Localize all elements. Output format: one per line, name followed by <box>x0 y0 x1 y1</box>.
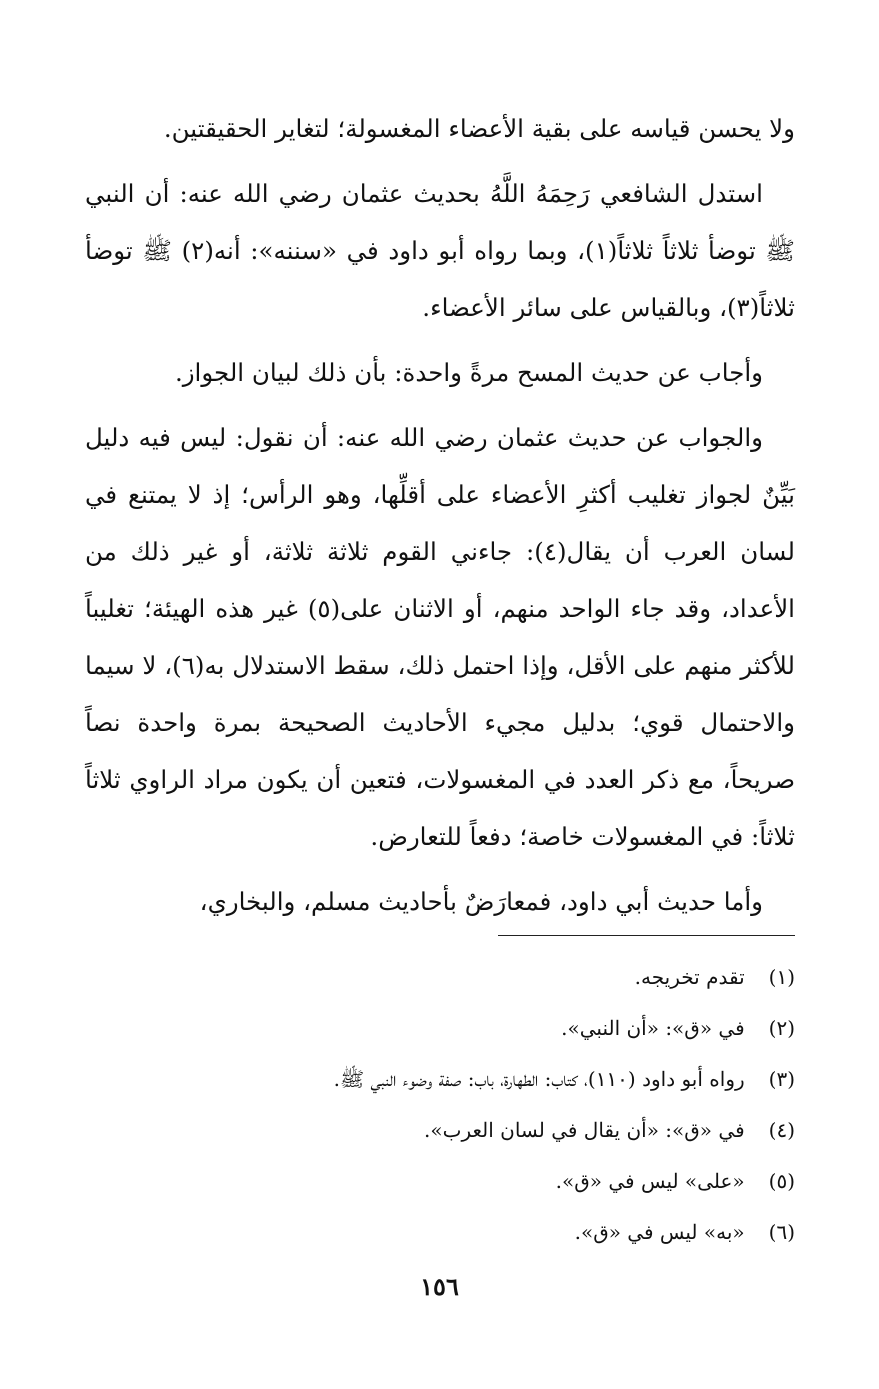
footnote <box>120 1003 795 1054</box>
footnote <box>120 1207 795 1258</box>
footnote-number: (٥) <box>768 1169 795 1193</box>
footnote-number: (٤) <box>768 1118 795 1142</box>
paragraph: ولا يحسن قياسه على بقية الأعضاء المغسولة؛ لتغاير الحقيقتين. <box>163 114 795 143</box>
footnote-text: «على» ليس في «ق». <box>555 1169 745 1193</box>
footnote-separator <box>498 935 795 936</box>
footnotes <box>120 952 795 1258</box>
footnote-text: تقدم تخريجه. <box>634 965 745 989</box>
footnote-text: «به» ليس في «ق». <box>574 1220 745 1244</box>
footnote-number: (٣) <box>768 1067 795 1091</box>
footnote <box>120 1105 795 1156</box>
footnote-text: في «ق»: «أن النبي». <box>561 1016 745 1040</box>
page-number: ١٥٦ <box>420 1272 459 1301</box>
footnote-number: (٦) <box>768 1220 795 1244</box>
paragraph: وأما حديث أبي داود، فمعارَضٌ بأحاديث مسلم، والبخاري، <box>199 887 763 916</box>
footnote-text: رواه أبو داود (١١٠)، كتاب: الطهارة، باب: صفة وضوء النبي ﷺ. <box>333 1067 745 1091</box>
footnote <box>120 1054 795 1105</box>
main-text <box>85 100 795 938</box>
footnote <box>120 952 795 1003</box>
paragraph: استدل الشافعي رَحِمَهُ اللَّهُ بحديث عثمان رضي الله عنه: أن النبي ﷺ توضأ ثلاثاً ثلاثاً(١)، وبما رواه أبو داود في «سننه»: أنه(٢) ﷺ توضأ ثلاثاً(٣)، وبالقياس على سائر الأعضاء. <box>85 179 795 322</box>
paragraph: والجواب عن حديث عثمان رضي الله عنه: أن نقول: ليس فيه دليل بَيِّنٌ لجواز تغليب أكثرِ الأعضاء على أقلِّها، وهو الرأس؛ إذ لا يمتنع في لسان العرب أن يقال(٤): جاءني القوم ثلاثة ثلاثة، أو غير ذلك من الأعداد، وقد جاء الواحد منهم، أو الاثنان على(٥) غير هذه الهيئة؛ تغليباً للأكثر منهم على الأقل، وإذا احتمل ذلك، سقط الاستدلال به(٦)، لا سيما والاحتمال قوي؛ بدليل مجيء الأحاديث الصحيحة بمرة واحدة نصاً صريحاً، مع ذكر العدد في المغسولات، فتعين أن يكون مراد الراوي ثلاثاً ثلاثاً: في المغسولات خاصة؛ دفعاً للتعارض. <box>85 423 796 851</box>
footnote <box>120 1156 795 1207</box>
footnote-number: (٢) <box>768 1016 795 1040</box>
footnote-number: (١) <box>768 965 795 989</box>
paragraph: وأجاب عن حديث المسح مرةً واحدة: بأن ذلك لبيان الجواز. <box>174 358 763 387</box>
footnote-text: في «ق»: «أن يقال في لسان العرب». <box>424 1118 745 1142</box>
